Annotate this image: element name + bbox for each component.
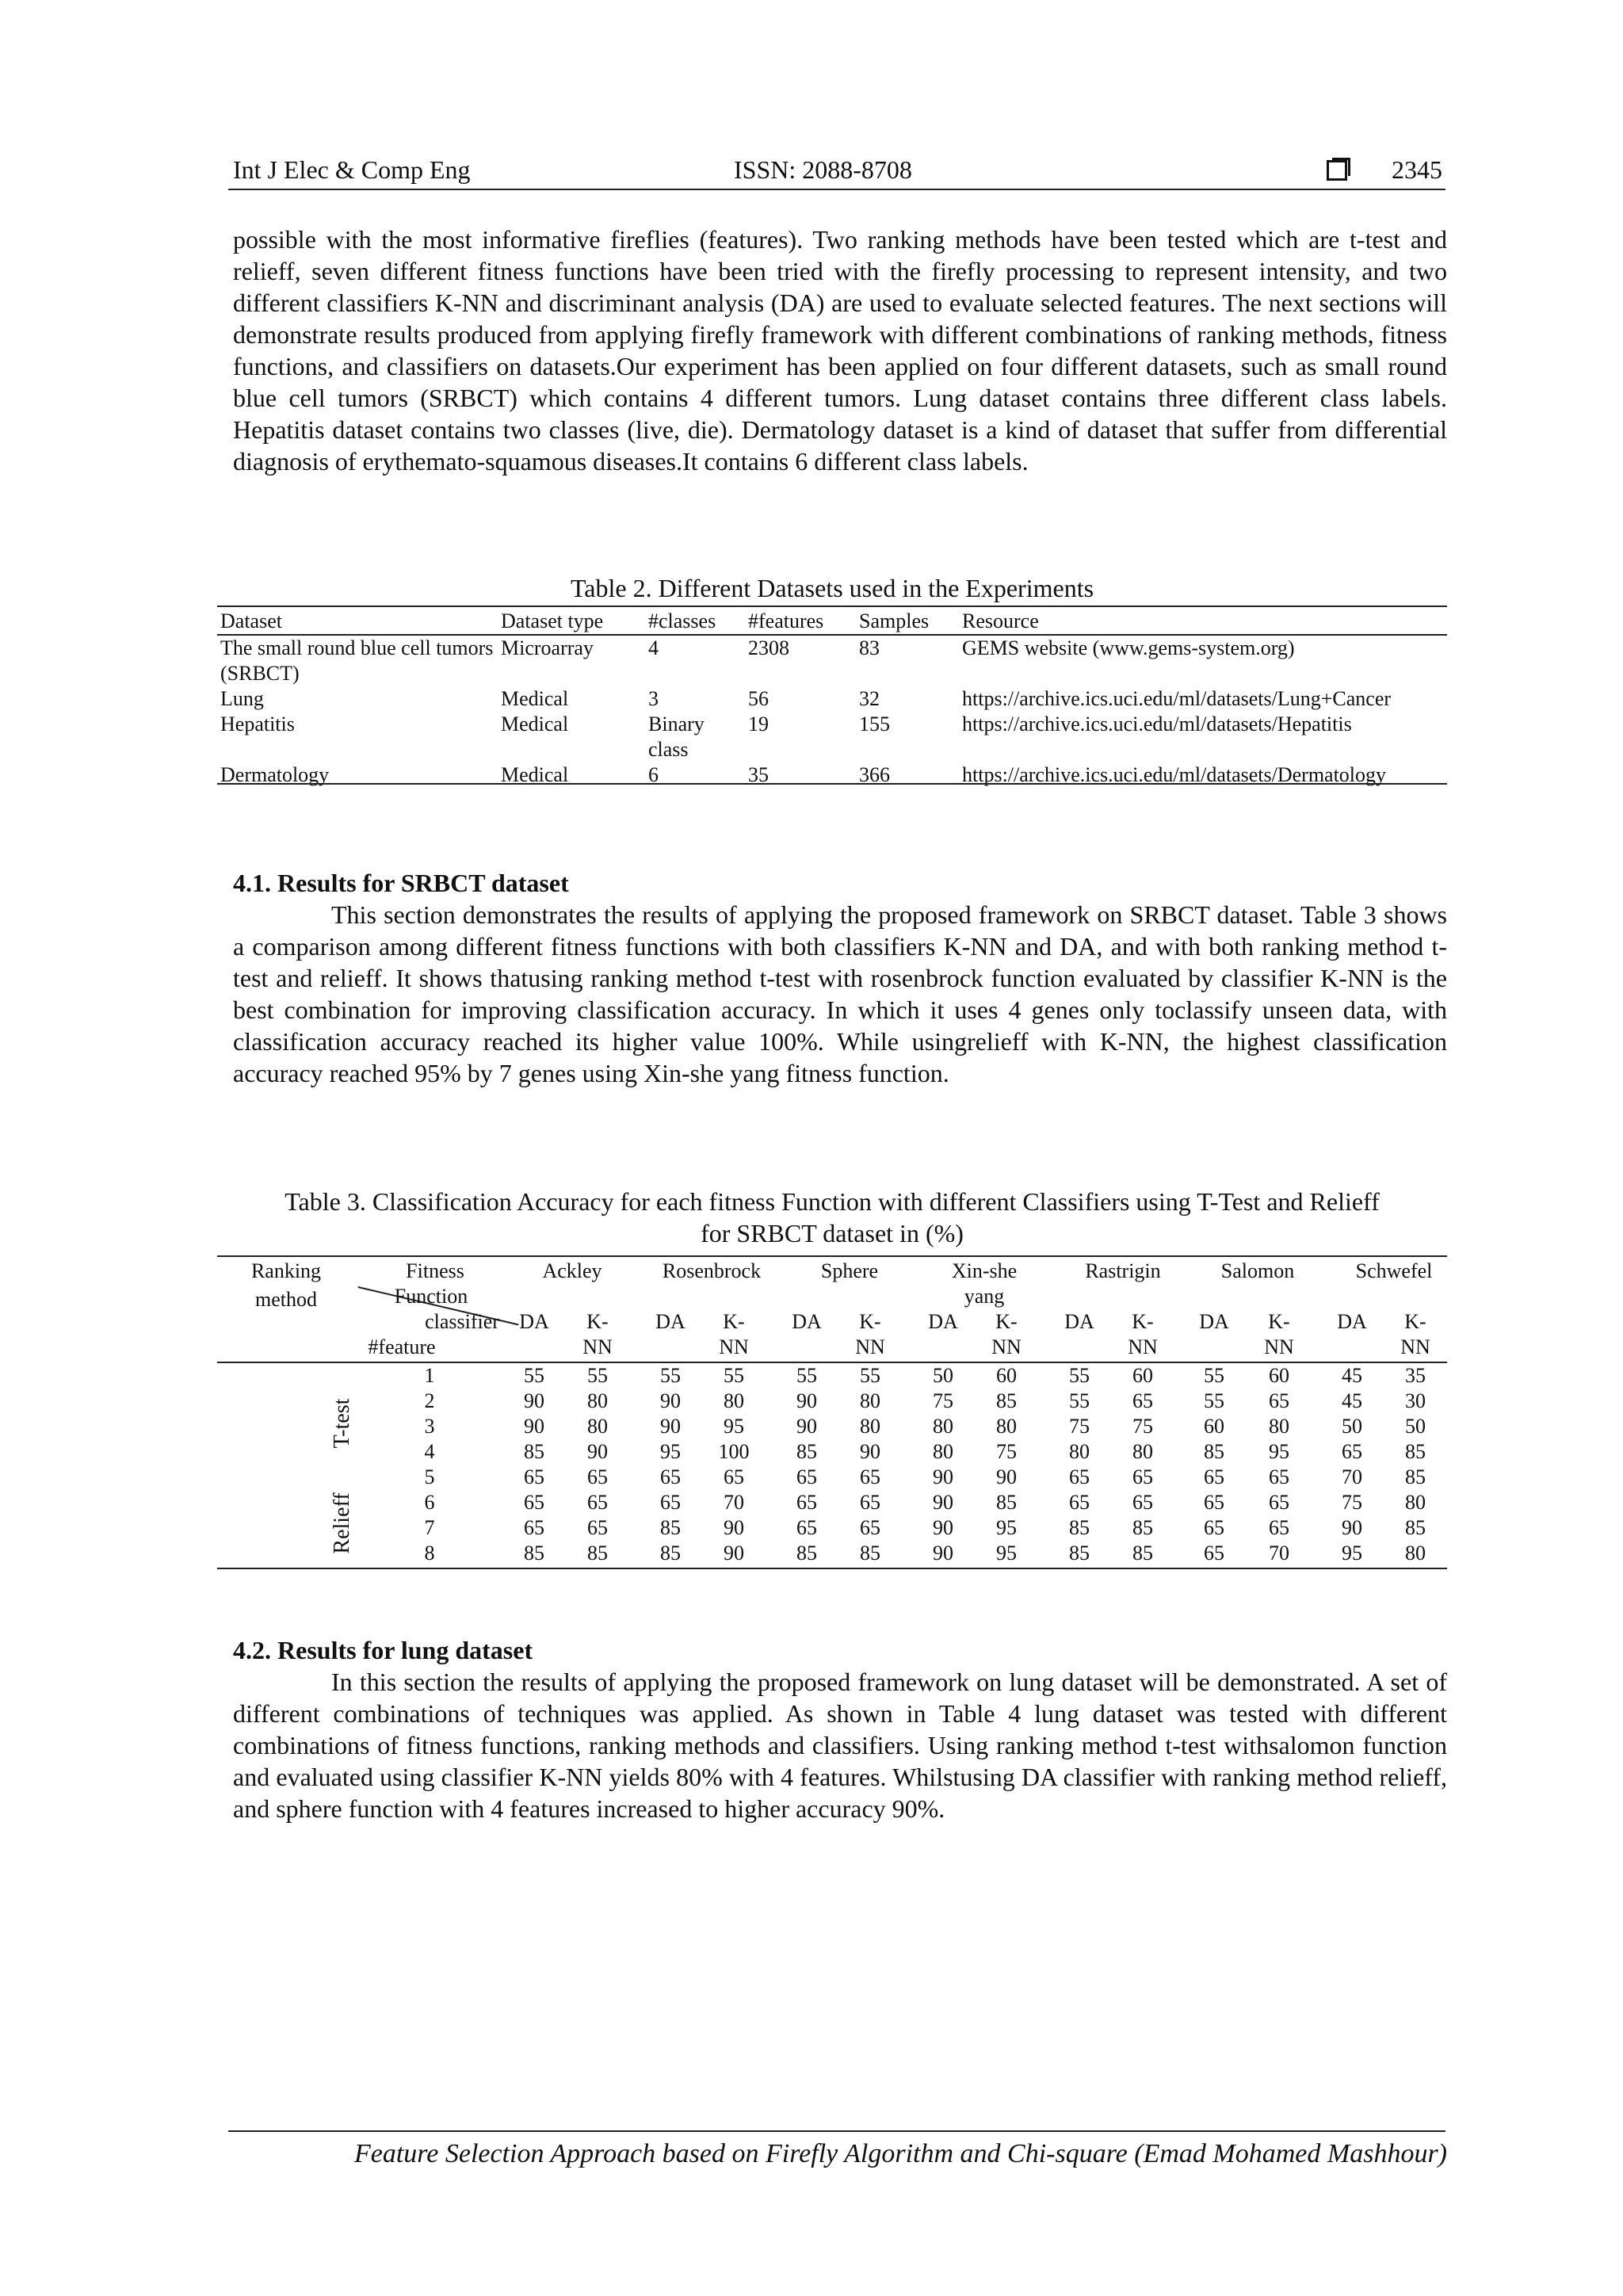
knn-header: K- (586, 1310, 609, 1333)
accuracy-cell: 85 (524, 1541, 544, 1564)
group-ttest-label: T-test (330, 1398, 354, 1449)
accuracy-cell: 90 (724, 1516, 744, 1539)
accuracy-cell: 75 (1069, 1415, 1090, 1438)
section41-heading: 4.1. Results for SRBCT dataset (233, 869, 569, 897)
page-number: 2345 (1392, 155, 1442, 184)
table3-bottom-rule (217, 1568, 1447, 1569)
accuracy-cell: 65 (1269, 1491, 1289, 1514)
accuracy-cell: 95 (660, 1440, 681, 1463)
accuracy-cell: 65 (860, 1465, 880, 1488)
cell: The small round blue cell tumors (SRBCT) (220, 636, 494, 685)
knn-header: K- (995, 1310, 1018, 1333)
accuracy-cell: 85 (860, 1541, 880, 1564)
accuracy-cell: 75 (1132, 1415, 1153, 1438)
knn-header: NN (855, 1335, 885, 1358)
cell: 3 (648, 687, 659, 710)
accuracy-cell: 60 (1269, 1364, 1289, 1387)
accuracy-cell: 90 (933, 1541, 953, 1564)
cell: GEMS website (www.gems-system.org) (962, 636, 1295, 659)
table3-top-rule (217, 1255, 1447, 1257)
accuracy-cell: 85 (796, 1440, 817, 1463)
accuracy-cell: 85 (524, 1440, 544, 1463)
table2-top-rule (217, 606, 1447, 607)
accuracy-cell: 90 (660, 1389, 681, 1412)
accuracy-cell: 65 (524, 1491, 544, 1514)
cell: https://archive.ics.uci.edu/ml/datasets/Hepatitis (962, 712, 1352, 735)
section42-heading: 4.2. Results for lung dataset (233, 1636, 533, 1664)
accuracy-cell: 80 (587, 1389, 608, 1412)
accuracy-cell: 85 (1405, 1440, 1426, 1463)
knn-header: NN (1264, 1335, 1294, 1358)
table2-header-row (217, 609, 1447, 635)
accuracy-cell: 55 (660, 1364, 681, 1387)
cell: 155 (859, 712, 890, 735)
cell: 6 (648, 763, 659, 786)
accuracy-cell: 65 (1204, 1541, 1224, 1564)
knn-header: NN (1400, 1335, 1430, 1358)
table-row (217, 686, 1447, 712)
ranking-header: Ranking (250, 1259, 322, 1282)
accuracy-cell: 55 (1069, 1389, 1090, 1412)
knn-header: NN (719, 1335, 749, 1358)
intro-paragraph: possible with the most informative fireflies (features). Two ranking methods have been tested which are t-test and relieff, seven different fitness functions have been tried with the firefly processing to represent intensity, and two different classifiers K-NN and discriminant analysis (DA) are used to evaluate selected features. The next sections will demonstrate results produced from applying firefly framework with different combinations of ranking methods, fitness functions, and classifiers on datasets.Our experiment has been applied on four different datasets, such as small round blue cell tumors (SRBCT) which contains 4 different tumors. Lung dataset contains three different class labels. Hepatitis dataset contains two classes (live, die). Dermatology dataset is a kind of dataset that suffer from differential diagnosis of erythemato-squamous diseases.It contains 6 different class labels. (233, 225, 1447, 476)
feature-count: 6 (424, 1491, 435, 1514)
accuracy-cell: 65 (660, 1465, 681, 1488)
accuracy-cell: 85 (1069, 1541, 1090, 1564)
accuracy-cell: 90 (933, 1465, 953, 1488)
table2-caption: Table 2. Different Datasets used in the Experiments (570, 574, 1094, 602)
accuracy-cell: 80 (1132, 1440, 1153, 1463)
accuracy-cell: 65 (796, 1465, 817, 1488)
accuracy-cell: 65 (1204, 1516, 1224, 1539)
accuracy-cell: 50 (1342, 1415, 1362, 1438)
accuracy-cell: 90 (724, 1541, 744, 1564)
accuracy-cell: 85 (1069, 1516, 1090, 1539)
accuracy-cell: 65 (524, 1465, 544, 1488)
accuracy-cell: 80 (933, 1440, 953, 1463)
feature-count: 7 (424, 1516, 435, 1539)
da-header: DA (519, 1310, 549, 1333)
accuracy-cell: 65 (1342, 1440, 1362, 1463)
accuracy-cell: 85 (1132, 1516, 1153, 1539)
accuracy-cell: 70 (1342, 1465, 1362, 1488)
section41-paragraph (233, 899, 1447, 1089)
da-header: DA (928, 1310, 958, 1333)
accuracy-cell: 65 (1132, 1465, 1153, 1488)
accuracy-cell: 60 (996, 1364, 1017, 1387)
accuracy-cell: 95 (996, 1541, 1017, 1564)
accuracy-cell: 85 (660, 1516, 681, 1539)
da-header: DA (1199, 1310, 1229, 1333)
knn-header: NN (1128, 1335, 1158, 1358)
cell: Binary class (648, 712, 705, 761)
cell: 2308 (748, 636, 789, 659)
table3-caption-line1: Table 3. Classification Accuracy for each fitness Function with different Classifiers using T-Test and Relieff (285, 1187, 1380, 1216)
accuracy-cell: 65 (860, 1516, 880, 1539)
cell: Hepatitis (220, 712, 295, 735)
cell: 32 (859, 687, 880, 710)
accuracy-cell: 65 (1269, 1465, 1289, 1488)
accuracy-cell: 80 (1405, 1491, 1426, 1514)
accuracy-cell: 50 (1405, 1415, 1426, 1438)
knn-header: NN (991, 1335, 1022, 1358)
function-xinshe: Xin-she (951, 1259, 1018, 1282)
accuracy-cell: 90 (524, 1389, 544, 1412)
feature-count: 4 (424, 1440, 435, 1463)
accuracy-cell: 55 (587, 1364, 608, 1387)
table2-header: Samples (856, 609, 959, 635)
accuracy-cell: 85 (996, 1389, 1017, 1412)
cell: Medical (501, 712, 569, 735)
table-row (217, 635, 1447, 686)
cell: https://archive.ics.uci.edu/ml/datasets/Lung+Cancer (962, 687, 1392, 710)
knn-header: K- (1404, 1310, 1426, 1333)
accuracy-cell: 35 (1405, 1364, 1426, 1387)
issn: ISSN: 2088-8708 (734, 155, 912, 184)
accuracy-cell: 65 (1269, 1389, 1289, 1412)
accuracy-cell: 80 (1269, 1415, 1289, 1438)
accuracy-cell: 80 (1069, 1440, 1090, 1463)
accuracy-cell: 60 (1132, 1364, 1153, 1387)
cell: Medical (501, 763, 569, 786)
knn-header: K- (859, 1310, 881, 1333)
accuracy-cell: 65 (1132, 1491, 1153, 1514)
accuracy-cell: 85 (1405, 1465, 1426, 1488)
accuracy-cell: 70 (724, 1491, 744, 1514)
accuracy-cell: 85 (796, 1541, 817, 1564)
accuracy-cell: 95 (1342, 1541, 1362, 1564)
function-ackley: Ackley (542, 1259, 602, 1282)
da-header: DA (655, 1310, 685, 1333)
accuracy-cell: 90 (933, 1516, 953, 1539)
knn-header: K- (1268, 1310, 1290, 1333)
accuracy-cell: 90 (933, 1491, 953, 1514)
table2-header: Resource (959, 609, 1447, 635)
accuracy-cell: 65 (1132, 1389, 1153, 1412)
accuracy-cell: 55 (524, 1364, 544, 1387)
cell: Dermatology (220, 763, 330, 786)
accuracy-cell: 80 (860, 1415, 880, 1438)
accuracy-cell: 65 (587, 1465, 608, 1488)
accuracy-cell: 85 (587, 1541, 608, 1564)
table2-header: Dataset (217, 609, 498, 635)
accuracy-cell: 55 (724, 1364, 744, 1387)
accuracy-cell: 30 (1405, 1389, 1426, 1412)
cell: 83 (859, 636, 880, 659)
accuracy-cell: 85 (1204, 1440, 1224, 1463)
accuracy-cell: 45 (1342, 1364, 1362, 1387)
da-header: DA (1337, 1310, 1367, 1333)
table2-bottom-rule (217, 783, 1447, 785)
cell: 4 (648, 636, 659, 659)
function-sphere: Sphere (820, 1259, 879, 1282)
knn-header: K- (1132, 1310, 1154, 1333)
table-row (217, 712, 1447, 762)
accuracy-cell: 75 (996, 1440, 1017, 1463)
table2-header: Dataset type (498, 609, 645, 635)
knn-header: K- (723, 1310, 745, 1333)
cell: https://archive.ics.uci.edu/ml/datasets/Dermatology (962, 763, 1387, 786)
da-header: DA (1064, 1310, 1094, 1333)
function-rastrigin: Rastrigin (1085, 1259, 1161, 1282)
accuracy-cell: 80 (996, 1415, 1017, 1438)
knn-header: NN (582, 1335, 613, 1358)
accuracy-cell: 100 (718, 1440, 750, 1463)
feature-count: 3 (424, 1415, 435, 1438)
table3-caption-line2: for SRBCT dataset in (%) (701, 1219, 964, 1247)
accuracy-cell: 65 (587, 1491, 608, 1514)
accuracy-cell: 55 (1069, 1364, 1090, 1387)
feature-count: 5 (424, 1465, 435, 1488)
function-schwefel: Schwefel (1355, 1259, 1433, 1282)
accuracy-cell: 90 (660, 1415, 681, 1438)
section42-paragraph (233, 1666, 1447, 1824)
cell: Microarray (501, 636, 594, 659)
accuracy-cell: 80 (587, 1415, 608, 1438)
accuracy-cell: 45 (1342, 1389, 1362, 1412)
cell: 366 (859, 763, 890, 786)
classifier-label: classifier (425, 1310, 499, 1333)
accuracy-cell: 90 (860, 1440, 880, 1463)
accuracy-cell: 65 (1269, 1516, 1289, 1539)
accuracy-cell: 65 (1204, 1465, 1224, 1488)
accuracy-cell: 70 (1269, 1541, 1289, 1564)
accuracy-cell: 55 (796, 1364, 817, 1387)
table2-header: #classes (645, 609, 745, 635)
footer-rule (228, 2130, 1445, 2132)
accuracy-cell: 55 (860, 1364, 880, 1387)
function-xinshe-line2: yang (964, 1285, 1005, 1308)
function-rosenbrock: Rosenbrock (662, 1259, 762, 1282)
accuracy-cell: 80 (724, 1389, 744, 1412)
accuracy-cell: 75 (933, 1389, 953, 1412)
cell: 56 (748, 687, 769, 710)
feature-count: 8 (424, 1541, 435, 1564)
accuracy-cell: 65 (1069, 1491, 1090, 1514)
accuracy-cell: 85 (996, 1491, 1017, 1514)
accuracy-cell: 90 (1342, 1516, 1362, 1539)
ranking-header: method (255, 1288, 317, 1311)
section41-text: This section demonstrates the results of applying the proposed framework on SRBCT dataset. Table 3 shows a comparison among different fitness functions with both classifiers K-NN and DA, and with both ranking method t-test and relieff. It shows thatusing ranking method t-test with rosenbrock function evaluated by classifier K-NN is the best combination for improving classification accuracy. In which it uses 4 genes only toclassify unseen data, with classification accuracy reached its higher value 100%. While usingrelieff with K-NN, the highest classification accuracy reached 95% by 7 genes using Xin-she yang fitness function. (233, 900, 1447, 1087)
fitness-header: Fitness (406, 1259, 464, 1282)
header-rule (228, 189, 1445, 190)
cell: Lung (220, 687, 264, 710)
accuracy-cell: 65 (587, 1516, 608, 1539)
function-salomon: Salomon (1220, 1259, 1295, 1282)
feature-count: 1 (424, 1364, 435, 1387)
accuracy-cell: 65 (724, 1465, 744, 1488)
footer-text: Feature Selection Approach based on Firefly Algorithm and Chi-square (Emad Mohamed Mashhour) (353, 2139, 1447, 2168)
accuracy-cell: 75 (1342, 1491, 1362, 1514)
accuracy-cell: 85 (1405, 1516, 1426, 1539)
checkbox-icon (1327, 160, 1347, 181)
feature-count: 2 (424, 1389, 435, 1412)
group-relieff-label: Relieff (330, 1492, 354, 1554)
feature-label: #feature (368, 1335, 436, 1358)
cell: 19 (748, 712, 769, 735)
accuracy-cell: 90 (996, 1465, 1017, 1488)
accuracy-cell: 80 (1405, 1541, 1426, 1564)
accuracy-cell: 65 (796, 1516, 817, 1539)
accuracy-cell: 95 (1269, 1440, 1289, 1463)
accuracy-cell: 85 (660, 1541, 681, 1564)
table2-header: #features (745, 609, 856, 635)
accuracy-cell: 65 (524, 1516, 544, 1539)
accuracy-cell: 80 (933, 1415, 953, 1438)
accuracy-cell: 90 (796, 1415, 817, 1438)
table2 (217, 609, 1447, 788)
accuracy-cell: 90 (587, 1440, 608, 1463)
accuracy-cell: 90 (524, 1415, 544, 1438)
journal-name: Int J Elec & Comp Eng (233, 155, 471, 184)
accuracy-cell: 95 (996, 1516, 1017, 1539)
accuracy-cell: 65 (860, 1491, 880, 1514)
accuracy-cell: 65 (1204, 1491, 1224, 1514)
accuracy-cell: 95 (724, 1415, 744, 1438)
section42-text: In this section the results of applying the proposed framework on lung dataset will be demonstrated. A set of different combinations of techniques was applied. As shown in Table 4 lung dataset was tested with different combinations of fitness functions, ranking methods and classifiers. Using ranking method t-test withsalomon function and evaluated using classifier K-NN yields 80% with 4 features. Whilstusing DA classifier with ranking method relieff, and sphere function with 4 features increased to higher accuracy 90%. (233, 1668, 1447, 1823)
accuracy-cell: 50 (933, 1364, 953, 1387)
accuracy-cell: 65 (796, 1491, 817, 1514)
fitness-header: Function (394, 1285, 468, 1308)
accuracy-cell: 65 (660, 1491, 681, 1514)
cell: Medical (501, 687, 569, 710)
da-header: DA (792, 1310, 822, 1333)
accuracy-cell: 60 (1204, 1415, 1224, 1438)
accuracy-cell: 85 (1132, 1541, 1153, 1564)
cell: 35 (748, 763, 769, 786)
accuracy-cell: 55 (1204, 1364, 1224, 1387)
accuracy-cell: 55 (1204, 1389, 1224, 1412)
accuracy-cell: 65 (1069, 1465, 1090, 1488)
accuracy-cell: 90 (796, 1389, 817, 1412)
accuracy-cell: 80 (860, 1389, 880, 1412)
